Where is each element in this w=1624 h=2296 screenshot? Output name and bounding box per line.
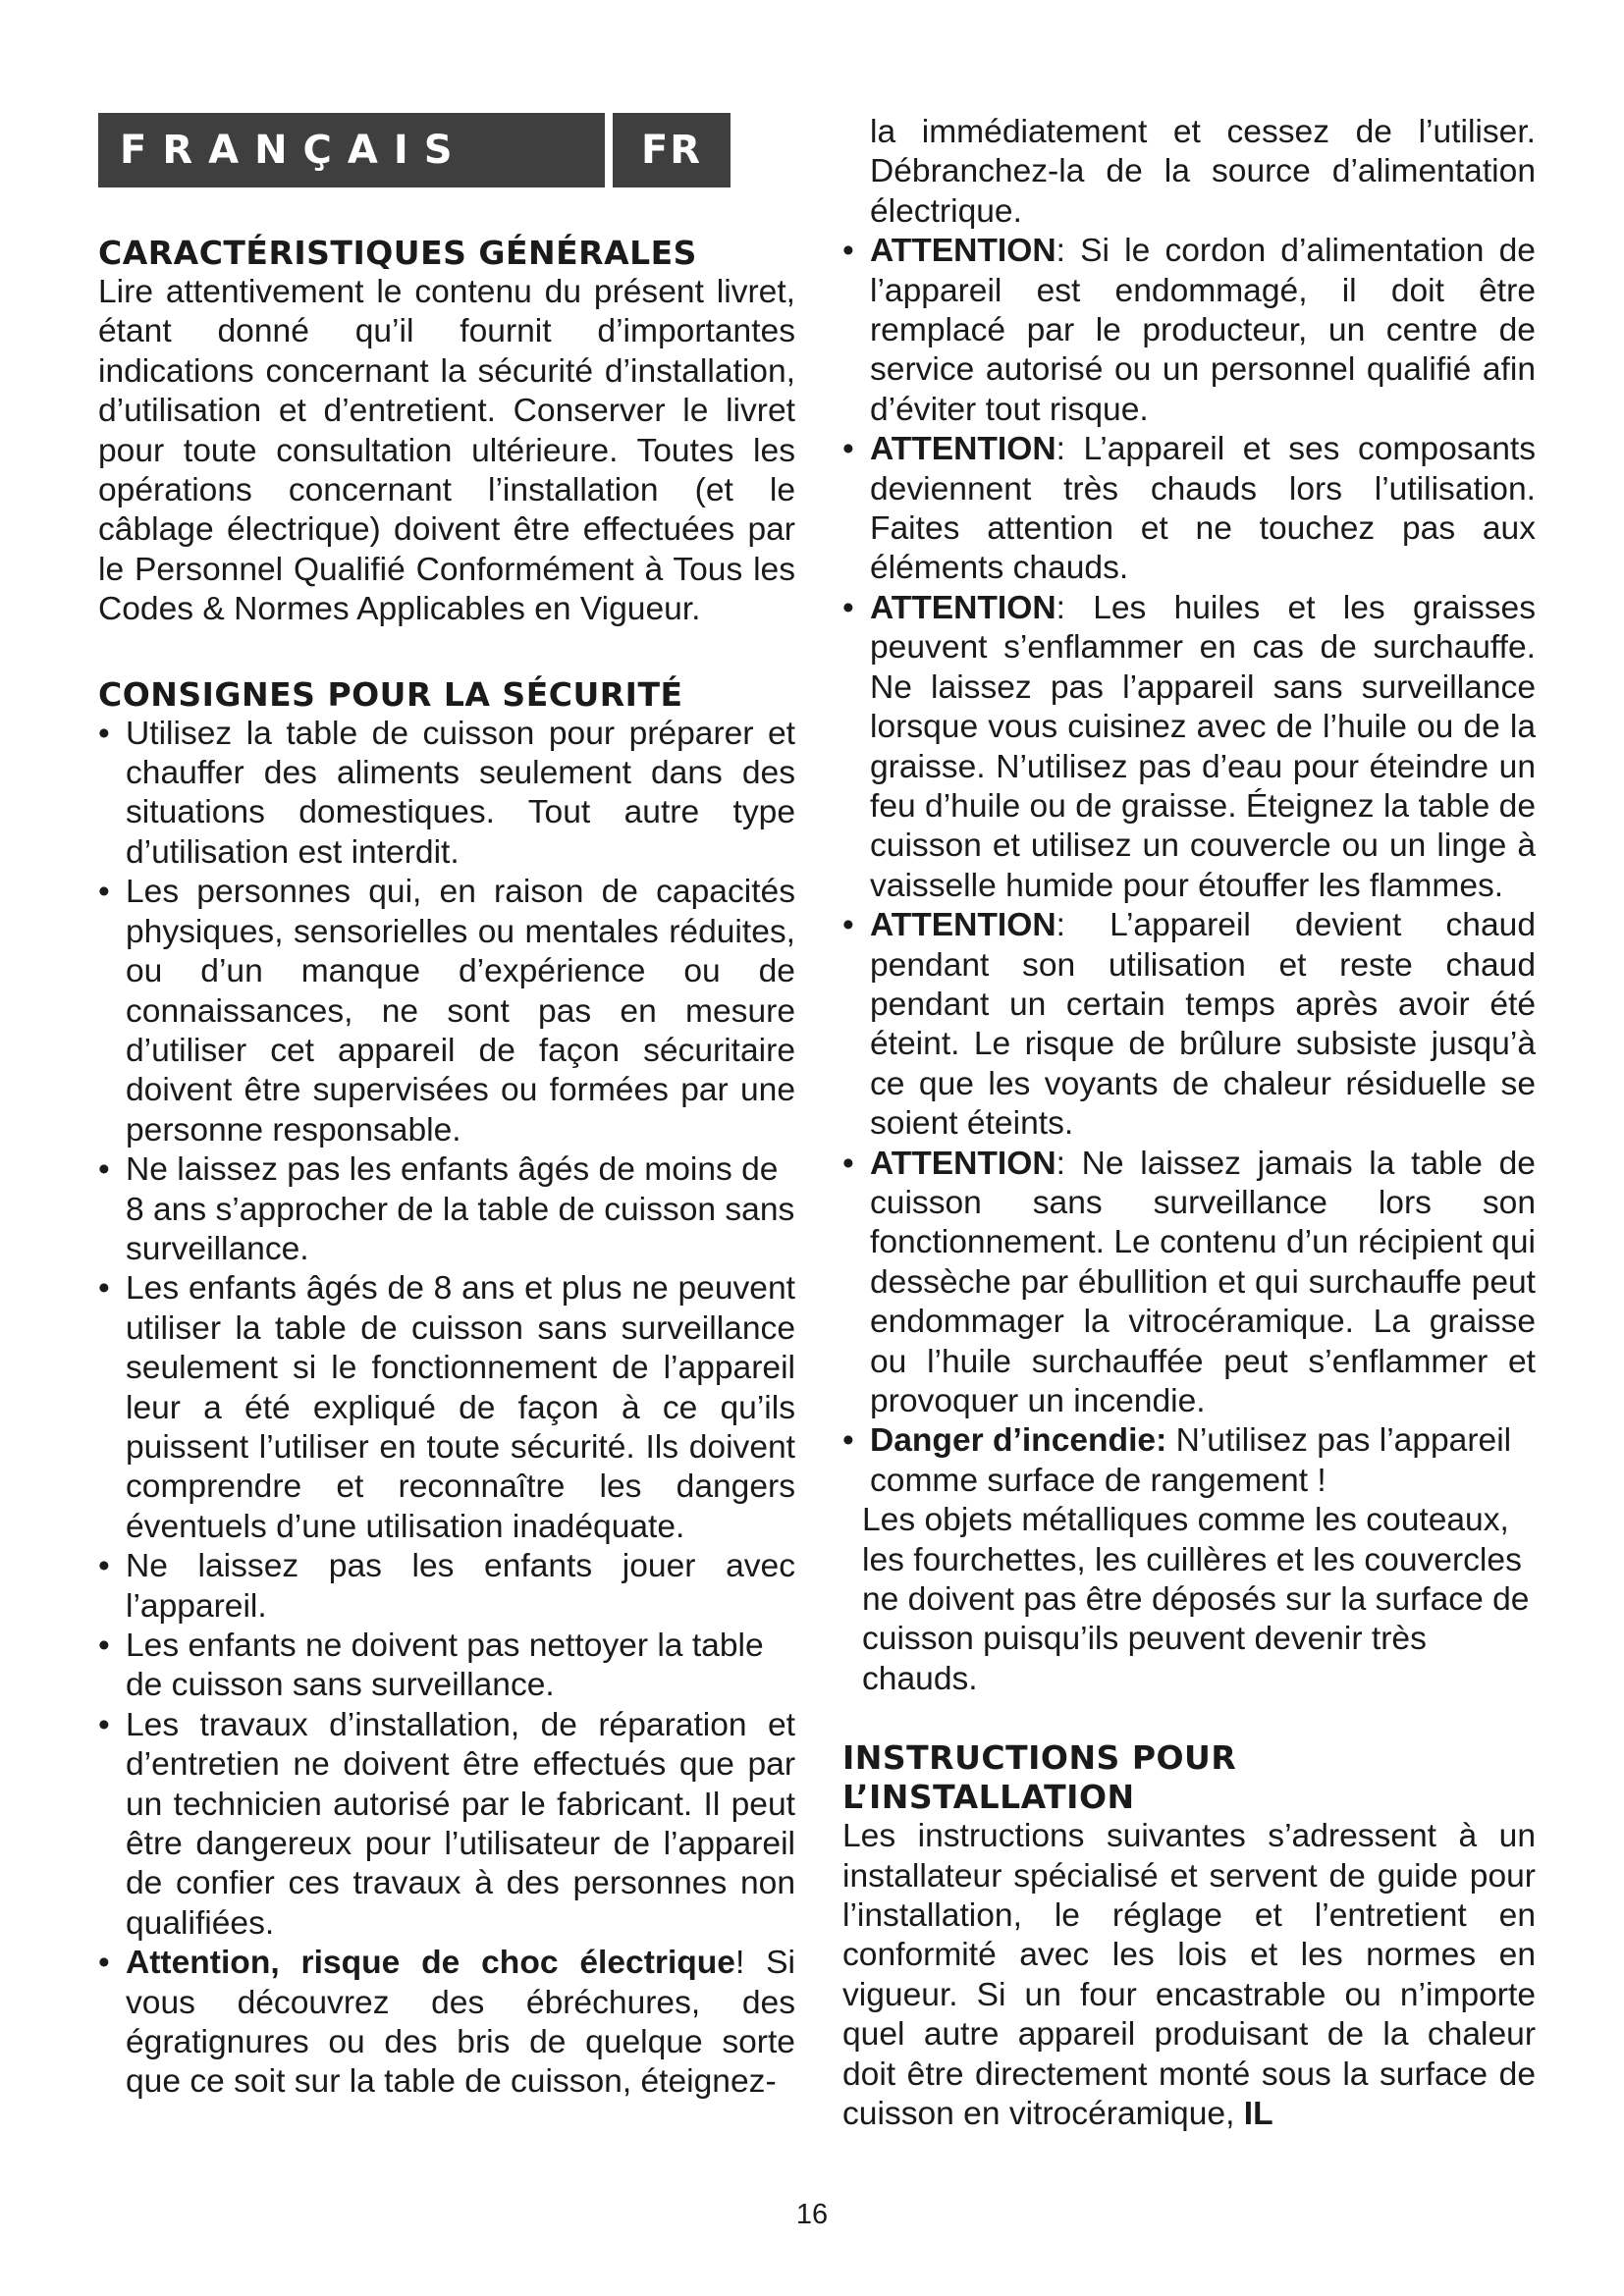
bullet-dot: •	[842, 907, 854, 944]
continuation-text: la immédiatement et cessez de l’utiliser. Débranchez-la de la source d’alimentation électrique.	[870, 114, 1536, 230]
page-number: 16	[795, 2199, 829, 2230]
warning-label: ATTENTION	[870, 1145, 1056, 1182]
warning-bullet	[842, 906, 1536, 1144]
bullet-dot: •	[98, 1548, 110, 1585]
shock-warning-bullet	[98, 1944, 795, 2103]
right-column	[842, 113, 1536, 2135]
shock-warning-label: Attention, risque de choc électrique	[126, 1945, 735, 1982]
metal-objects-note: Les objets métalliques comme les couteaux, les fourchettes, les cuillères et les couvercles ne doivent pas être déposés sur la surface de cuisson puisqu’ils peuvent devenir très chauds.	[862, 1502, 1530, 1697]
bullet-text: Utilisez la table de cuisson pour préparer et chauffer des aliments seulement dans des situations domestiques. Tout autre type d’utilisation est interdit.	[126, 715, 795, 871]
fire-danger-bullet	[842, 1421, 1536, 1501]
warning-text: : Si le cordon d’alimentation de l’appareil est endommagé, il doit être remplacé par le producteur, un centre de service autorisé ou un personnel qualifié afin d’éviter tout risque.	[870, 233, 1536, 428]
warning-bullet	[842, 589, 1536, 906]
safety-bullet	[98, 1269, 795, 1547]
warning-bullet	[842, 1145, 1536, 1422]
safety-bullet	[98, 715, 795, 874]
shock-warning-text: ! Si vous découvrez des ébréchures, des égratignures ou des bris de quelque sorte que ce soit sur la table de cuisson, éteignez-	[126, 1945, 795, 2101]
bullet-dot: •	[842, 589, 854, 626]
warning-label: ATTENTION	[870, 233, 1056, 270]
bullet-dot: •	[98, 1628, 110, 1664]
bullet-text: Les travaux d’installation, de réparation et d’entretien ne doivent être effectués que par un technicien autorisé par le fabricant. Il peut être dangereux pour l’utilisateur de l’appareil de confier ces travaux à des personnes non qualifiées.	[126, 1706, 795, 1942]
safety-bullet	[98, 873, 795, 1150]
safety-bullet	[98, 1150, 795, 1269]
bullet-dot: •	[98, 1270, 110, 1308]
bullet-dot: •	[98, 1706, 110, 1743]
general-paragraph: Lire attentivement le contenu du présent livret, étant donné qu’il fournit d’importantes indications concernant la sécurité d’installation, d’utilisation et d’entretient. Conserver le livret pour toute consultation ultérieure. Toutes les opérations concernant l’installation (et le câblage électrique) doivent être effectuées par le Personnel Qualifié Conformément à Tous les Codes & Normes Applicables en Vigueur.	[98, 274, 795, 628]
section-title-general: CARACTÉRISTIQUES GÉNÉRALES	[98, 234, 697, 272]
safety-bullet	[98, 1706, 795, 1944]
warning-label: ATTENTION	[870, 431, 1056, 468]
bullet-dot: •	[842, 1422, 854, 1460]
language-name: FRANÇAIS	[98, 113, 605, 187]
bullet-dot: •	[842, 431, 854, 468]
warning-text: : Les huiles et les graisses peuvent s’enflammer en cas de surchauffe. Ne laissez pas l’appareil sans surveillance lorsque vous cuisinez avec de l’huile ou de la graisse. N’utilisez pas d’eau pour éteindre un feu d’huile ou de graisse. Éteignez la table de cuisson et utilisez un couvercle ou un linge à vaisselle humide pour étouffer les flammes.	[870, 589, 1536, 904]
warning-text: : Ne laissez jamais la table de cuisson sans surveillance lors son fonctionnement. Le contenu d’un récipient qui dessèche par ébullition et qui surchauffe peut endommager la vitrocéramique. La graisse ou l’huile surchauffée peut s’enflammer et provoquer un incendie.	[870, 1145, 1536, 1419]
bullet-text: Ne laissez pas les enfants âgés de moins de 8 ans s’approcher de la table de cuisson sans surveillance.	[126, 1151, 795, 1267]
bullet-dot: •	[98, 874, 110, 911]
fire-danger-text: N’utilisez pas l’appareil comme surface de rangement !	[870, 1422, 1512, 1499]
fire-danger-label: Danger d’incendie:	[870, 1422, 1167, 1460]
section-title-installation-2: L’INSTALLATION	[842, 1778, 1135, 1817]
bullet-text: Les enfants âgés de 8 ans et plus ne peuvent utiliser la table de cuisson sans surveillance seulement si le fonctionnement de l’appareil leur a été expliqué de façon à ce qu’ils puissent l’utiliser en toute sécurité. Ils doivent comprendre et reconnaître les dangers éventuels d’une utilisation inadéquate.	[126, 1270, 795, 1545]
warning-label: ATTENTION	[870, 907, 1056, 944]
installation-paragraph	[842, 1817, 1536, 2134]
language-code: FR	[613, 113, 731, 187]
warning-text: : L’appareil et ses composants deviennent très chauds lors l’utilisation. Faites attention et ne touchez pas aux éléments chauds.	[870, 431, 1536, 587]
safety-bullet	[98, 1547, 795, 1627]
warning-text: : L’appareil devient chaud pendant son utilisation et reste chaud pendant un certain temps après avoir été éteint. Le risque de brûlure subsiste jusqu’à ce que les voyants de chaleur résiduelle se soient éteints.	[870, 907, 1536, 1143]
language-header	[98, 113, 731, 187]
bullet-text: Les enfants ne doivent pas nettoyer la table de cuisson sans surveillance.	[126, 1628, 764, 1704]
bullet-text	[126, 1944, 795, 2103]
section-title-installation-1: INSTRUCTIONS POUR	[842, 1738, 1237, 1778]
section-title-safety: CONSIGNES POUR LA SÉCURITÉ	[98, 674, 683, 714]
warning-label: ATTENTION	[870, 589, 1056, 626]
installation-text-bold: IL	[1243, 2096, 1273, 2133]
bullet-text: Les personnes qui, en raison de capacités physiques, sensorielles ou mentales réduites, ou d’un manque d’expérience ou de connaissances, ne sont pas en mesure d’utiliser cet appareil de façon sécuritaire doivent être supervisées ou formées par une personne responsable.	[126, 874, 795, 1148]
warning-bullet	[842, 430, 1536, 589]
installation-text: Les instructions suivantes s’adressent à un installateur spécialisé et servent de guide pour l’installation, le réglage et l’entretient en conformité avec les lois et les normes en vigueur. Si un four encastrable ou n’importe quel autre appareil produisant de la chaleur doit être directement monté sous la surface de cuisson en vitrocéramique,	[842, 1818, 1536, 2133]
bullet-dot: •	[842, 1145, 854, 1182]
bullet-dot: •	[842, 233, 854, 270]
bullet-text: Ne laissez pas les enfants jouer avec l’appareil.	[126, 1548, 795, 1625]
left-column	[98, 234, 795, 2103]
bullet-dot: •	[98, 1945, 110, 1982]
bullet-dot: •	[98, 1151, 110, 1189]
warning-bullet	[842, 232, 1536, 430]
bullet-dot: •	[98, 715, 110, 752]
safety-bullet	[98, 1627, 795, 1706]
